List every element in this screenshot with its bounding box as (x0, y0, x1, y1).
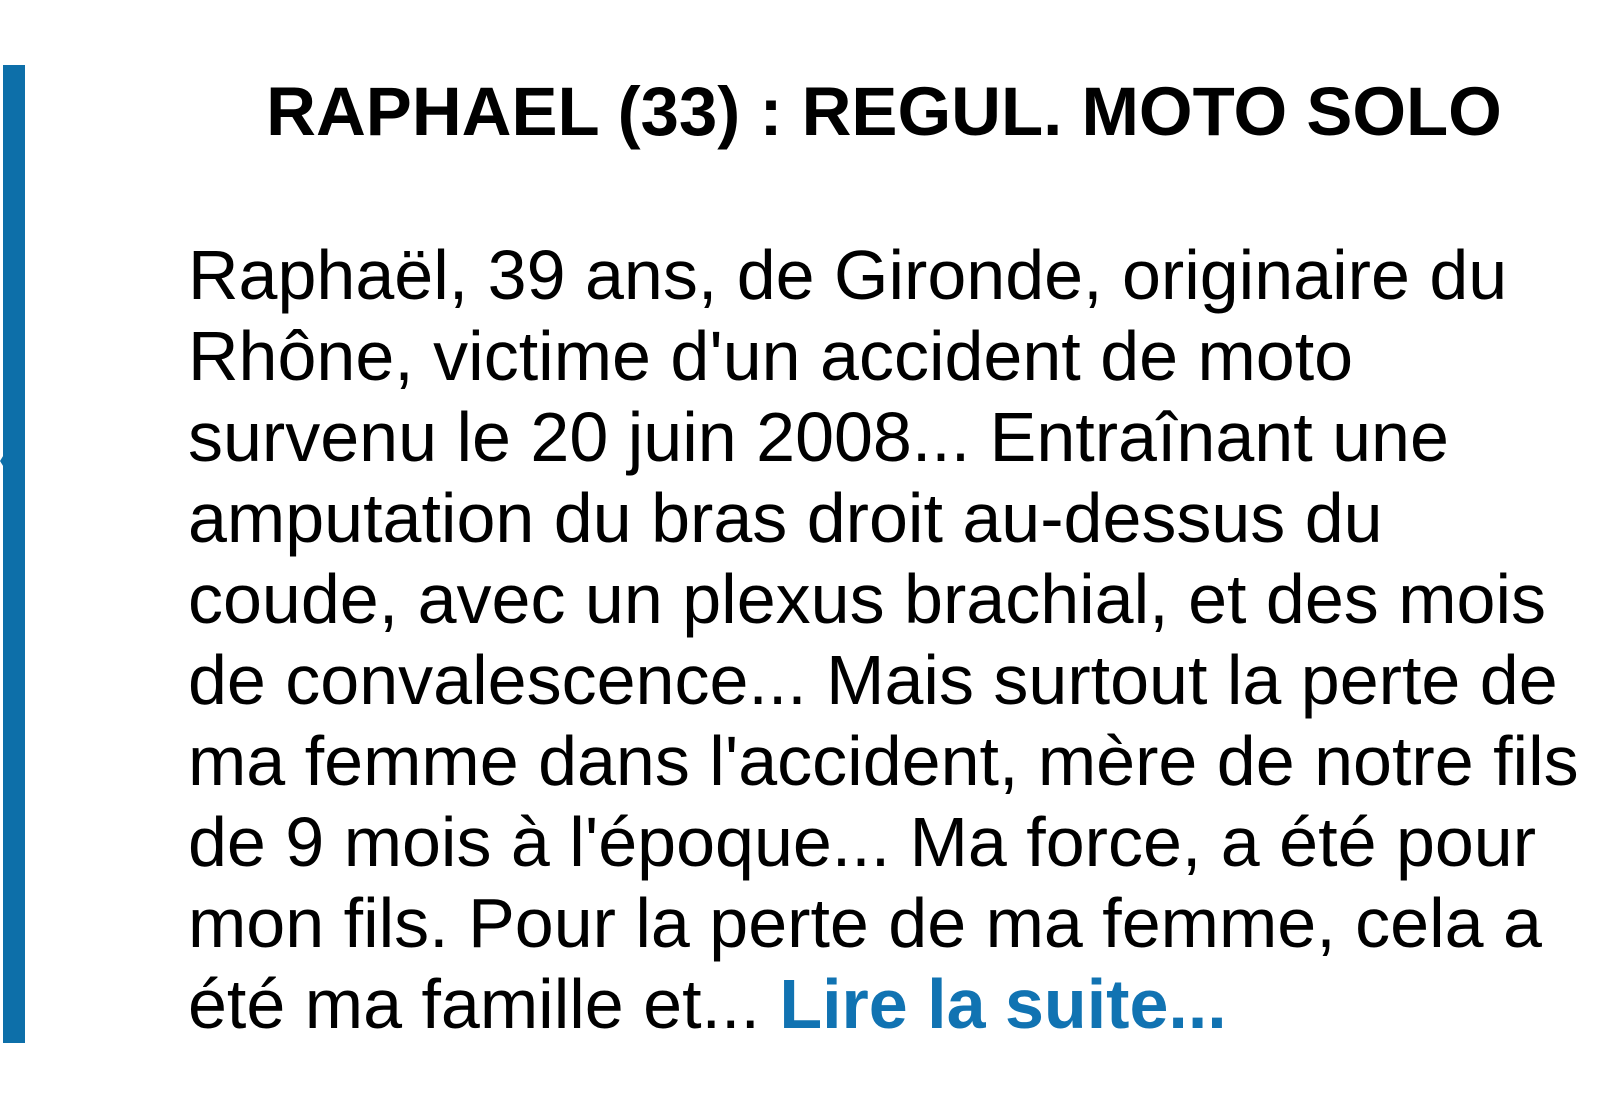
body-line: mon fils. Pour la perte de ma femme, cela a (188, 884, 1542, 962)
body-line: survenu le 20 juin 2008... Entraînant une (188, 398, 1449, 476)
testimonial-article (188, 70, 1580, 1045)
body-line: coude, avec un plexus brachial, et des mois (188, 560, 1546, 638)
body-line: de convalescence... Mais surtout la perte de (188, 641, 1558, 719)
body-line: ma femme dans l'accident, mère de notre fils (188, 722, 1579, 800)
body-line: Rhône, victime d'un accident de moto (188, 317, 1354, 395)
article-body (188, 235, 1580, 1045)
article-title: RAPHAEL (33) : REGUL. MOTO SOLO (266, 73, 1502, 150)
body-line: Raphaël, 39 ans, de Gironde, originaire du (188, 236, 1508, 314)
body-line: amputation du bras droit au-dessus du (188, 479, 1383, 557)
accent-bar (3, 65, 25, 1043)
read-more-link[interactable]: Lire la suite... (779, 965, 1227, 1043)
last-line-text: été ma famille et... (188, 965, 780, 1043)
body-line: de 9 mois à l'époque... Ma force, a été pour (188, 803, 1537, 881)
body-last-line (188, 964, 1580, 1045)
